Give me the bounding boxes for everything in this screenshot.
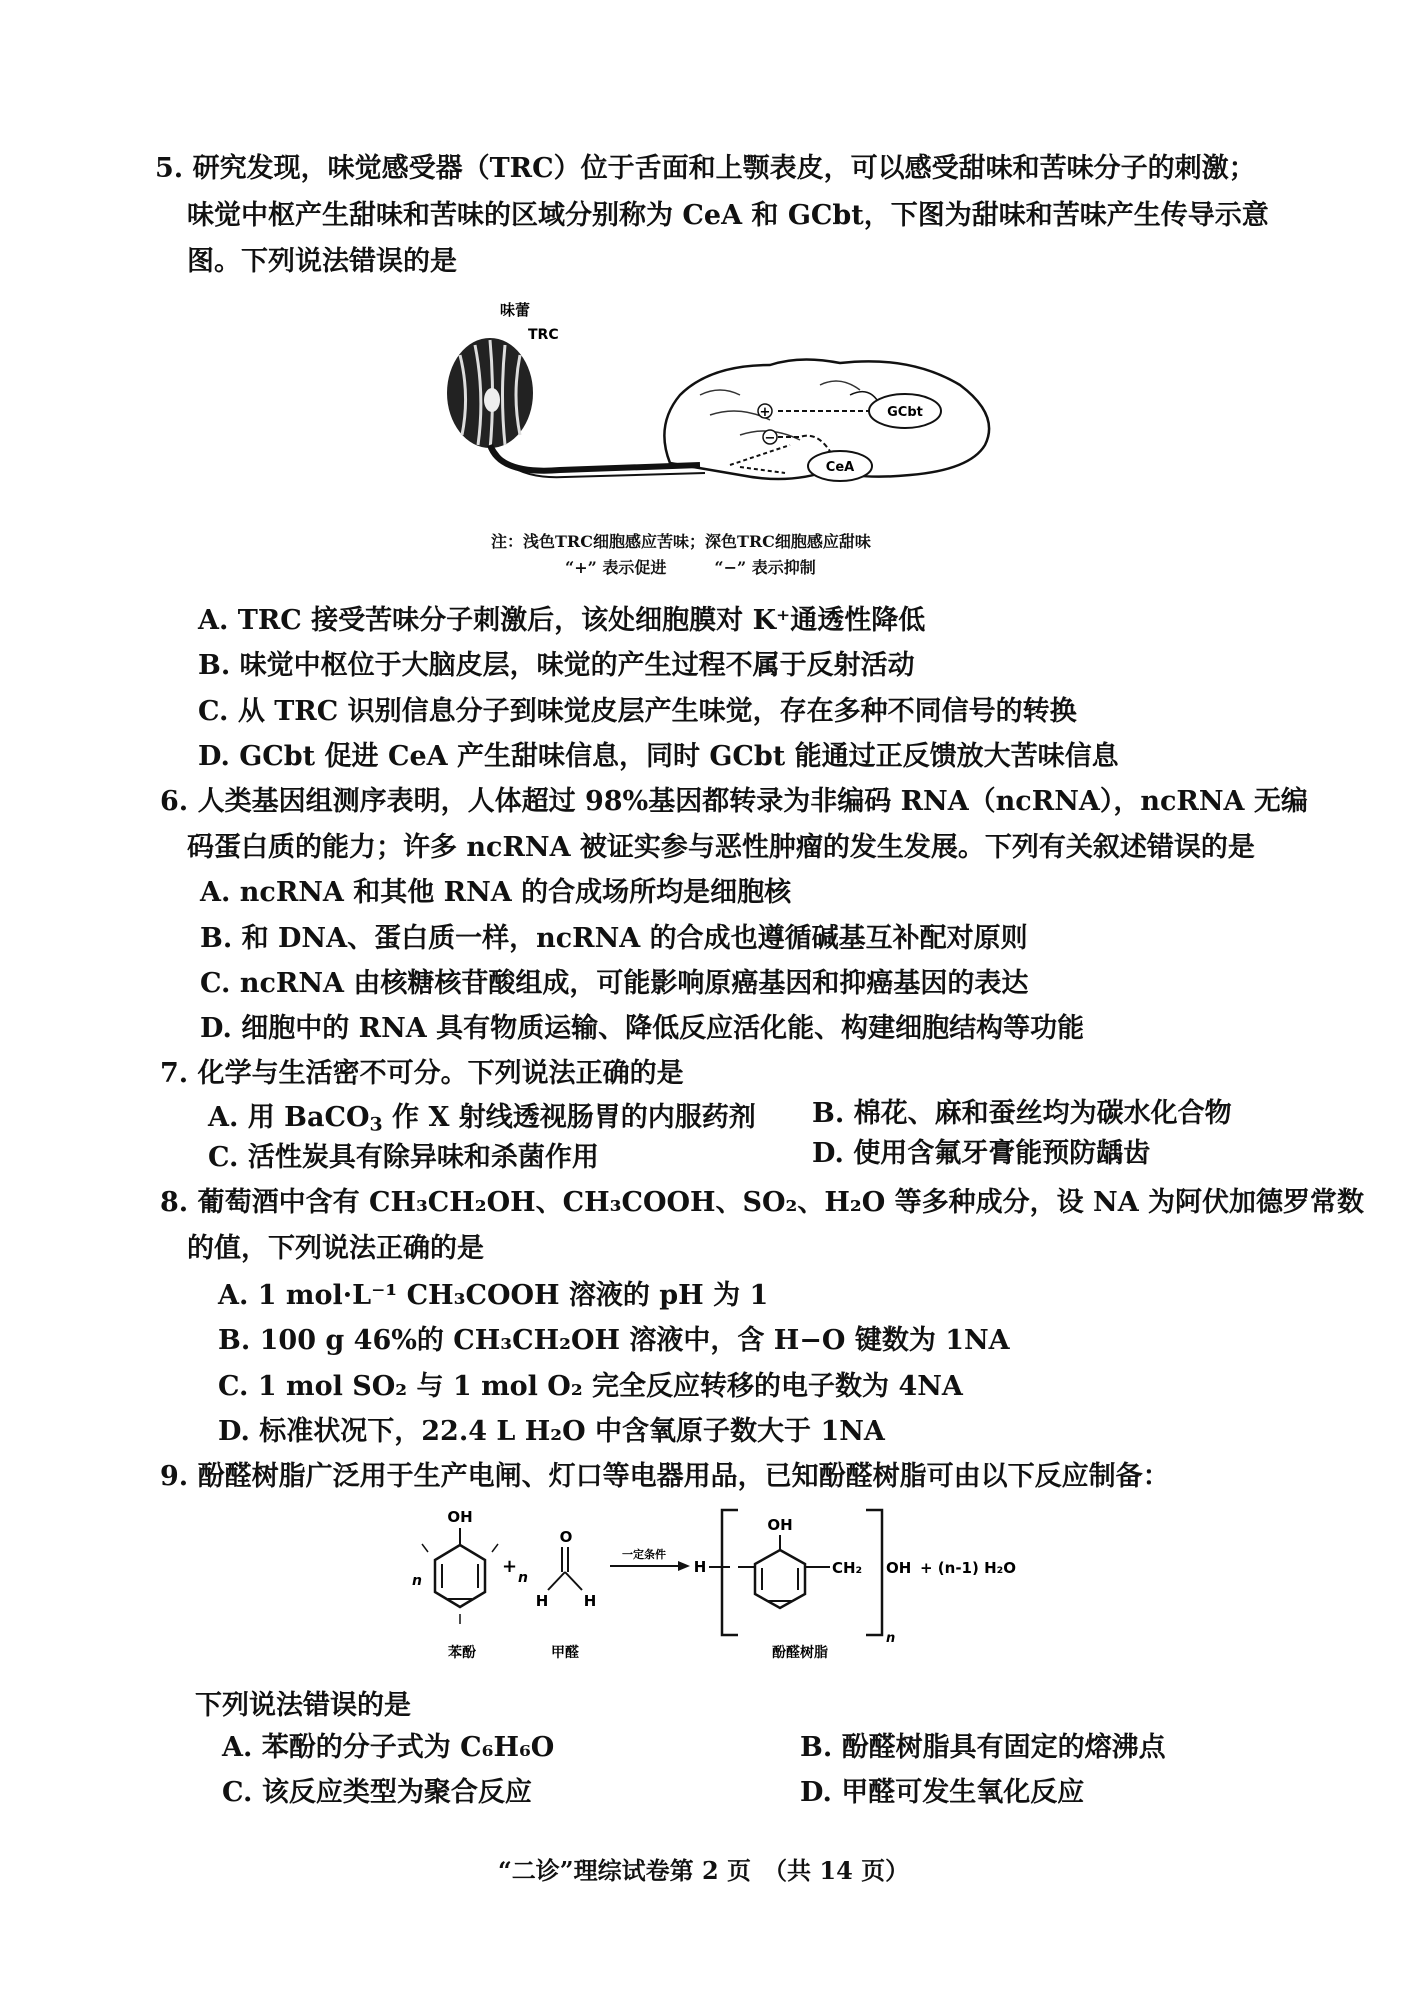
taste-bud-icon xyxy=(447,338,533,450)
fig-formaldehyde-h2: H xyxy=(583,1592,597,1610)
q8-option-a: A. 1 mol·L⁻¹ CH₃COOH 溶液的 pH 为 1 xyxy=(218,1280,769,1311)
q9-question: 下列说法错误的是 xyxy=(195,1690,411,1721)
fig-plus-sign: + xyxy=(759,405,771,420)
reaction-arrow-icon xyxy=(678,1561,690,1571)
q5-stem-line3: 图。下列说法错误的是 xyxy=(187,246,457,277)
fig-water: + (n-1) H₂O xyxy=(920,1559,1016,1577)
fig-label-gcbt: GCbt xyxy=(887,405,923,420)
q7-option-b: B. 棉花、麻和蚕丝均为碳水化合物 xyxy=(812,1098,1232,1129)
q9-option-b: B. 酚醛树脂具有固定的熔沸点 xyxy=(800,1732,1166,1763)
q7-option-a xyxy=(208,1099,756,1144)
left-bracket-icon xyxy=(722,1510,738,1635)
q6-option-b: B. 和 DNA、蛋白质一样，ncRNA 的合成也遵循碱基互补配对原则 xyxy=(200,923,1028,954)
q5-option-c: C. 从 TRC 识别信息分子到味觉皮层产生味觉，存在多种不同信号的转换 xyxy=(198,696,1077,727)
fig-resin-n: n xyxy=(886,1631,896,1646)
q6-option-c: C. ncRNA 由核糖核苷酸组成，可能影响原癌基因和抑癌基因的表达 xyxy=(200,968,1029,999)
q7-option-a-sub: 3 xyxy=(369,1113,383,1136)
fig-formaldehyde-h1: H xyxy=(535,1592,549,1610)
fig-n-formaldehyde: n xyxy=(518,1570,528,1586)
q8-option-c: C. 1 mol SO₂ 与 1 mol O₂ 完全反应转移的电子数为 4NA xyxy=(218,1371,963,1402)
q5-stem-line1: 5. 研究发现，味觉感受器（TRC）位于舌面和上颚表皮，可以感受甜味和苦味分子的刺激； xyxy=(155,153,1256,184)
q5-option-a: A. TRC 接受苦味分子刺激后，该处细胞膜对 K⁺通透性降低 xyxy=(198,605,926,636)
q7-stem-line1: 7. 化学与生活密不可分。下列说法正确的是 xyxy=(160,1058,684,1089)
fig-name-formaldehyde: 甲醛 xyxy=(551,1645,579,1661)
fig-n-phenol: n xyxy=(412,1573,422,1589)
q9-stem-line1: 9. 酚醛树脂广泛用于生产电闸、灯口等电器用品，已知酚醛树脂可由以下反应制备： xyxy=(160,1461,1170,1492)
fig-plus-1: + xyxy=(502,1556,518,1577)
q7-option-d: D. 使用含氟牙膏能预防龋齿 xyxy=(812,1138,1151,1169)
q7-option-a-pre: A. 用 BaCO xyxy=(208,1102,370,1133)
page-footer: “二诊”理综试卷第 2 页 （共 14 页） xyxy=(498,1856,910,1885)
q9-option-d: D. 甲醛可发生氧化反应 xyxy=(800,1777,1085,1808)
q6-option-a: A. ncRNA 和其他 RNA 的合成场所均是细胞核 xyxy=(200,877,792,908)
q9-option-a: A. 苯酚的分子式为 C₆H₆O xyxy=(222,1732,555,1763)
fig-resin-ch2: CH₂ xyxy=(832,1559,863,1577)
fig-name-phenol: 苯酚 xyxy=(448,1645,476,1661)
fig-label-cea: CeA xyxy=(825,460,855,475)
q5-option-d: D. GCbt 促进 CeA 产生甜味信息，同时 GCbt 能通过正反馈放大苦味信息 xyxy=(198,741,1119,772)
fig-resin-oh-end: OH xyxy=(886,1559,912,1577)
phenolic-resin-reaction-figure xyxy=(400,1500,1080,1670)
q7-option-c: C. 活性炭具有除异味和杀菌作用 xyxy=(208,1142,599,1173)
q9-option-c: C. 该反应类型为聚合反应 xyxy=(222,1777,532,1808)
fig-label-trc: TRC xyxy=(528,327,559,343)
q6-option-d: D. 细胞中的 RNA 具有物质运输、降低反应活化能、构建细胞结构等功能 xyxy=(200,1013,1085,1044)
q8-option-d: D. 标准状况下，22.4 L H₂O 中含氧原子数大于 1NA xyxy=(218,1416,885,1447)
q8-option-b: B. 100 g 46%的 CH₃CH₂OH 溶液中，含 H−O 键数为 1NA xyxy=(218,1325,1010,1356)
fig-name-resin: 酚醛树脂 xyxy=(772,1645,828,1661)
q5-option-b: B. 味觉中枢位于大脑皮层，味觉的产生过程不属于反射活动 xyxy=(198,650,915,681)
q5-stem-line2: 味觉中枢产生甜味和苦味的区域分别称为 CeA 和 GCbt，下图为甜味和苦味产生传导示意 xyxy=(187,200,1269,231)
right-bracket-icon xyxy=(866,1510,882,1635)
q6-stem-line2: 码蛋白质的能力；许多 ncRNA 被证实参与恶性肿瘤的发生发展。下列有关叙述错误的是 xyxy=(187,832,1255,863)
fig-formaldehyde-o: O xyxy=(559,1528,573,1546)
q7-option-a-post: 作 X 射线透视肠胃的内服药剂 xyxy=(382,1102,756,1133)
q8-stem-line1: 8. 葡萄酒中含有 CH₃CH₂OH、CH₃COOH、SO₂、H₂O 等多种成分，设 NA 为阿伏加德罗常数 xyxy=(160,1187,1365,1218)
q5-figure-note1: 注：浅色TRC细胞感应苦味；深色TRC细胞感应甜味 xyxy=(491,532,871,551)
fig-resin-h: H xyxy=(693,1558,707,1576)
q5-figure-note2: “+” 表示促进 “−” 表示抑制 xyxy=(565,558,816,577)
taste-pathway-figure xyxy=(440,285,1040,505)
q6-stem-line1: 6. 人类基因组测序表明，人体超过 98%基因都转录为非编码 RNA（ncRNA），ncRNA 无编 xyxy=(160,786,1308,817)
q8-stem-line2: 的值，下列说法正确的是 xyxy=(187,1233,484,1264)
fig-condition: 一定条件 xyxy=(622,1548,666,1561)
fig-resin-oh: OH xyxy=(767,1516,793,1534)
fig-label-weilei: 味蕾 xyxy=(500,301,531,319)
fig-phenol-oh: OH xyxy=(447,1508,473,1526)
fig-minus-sign: − xyxy=(764,431,776,446)
